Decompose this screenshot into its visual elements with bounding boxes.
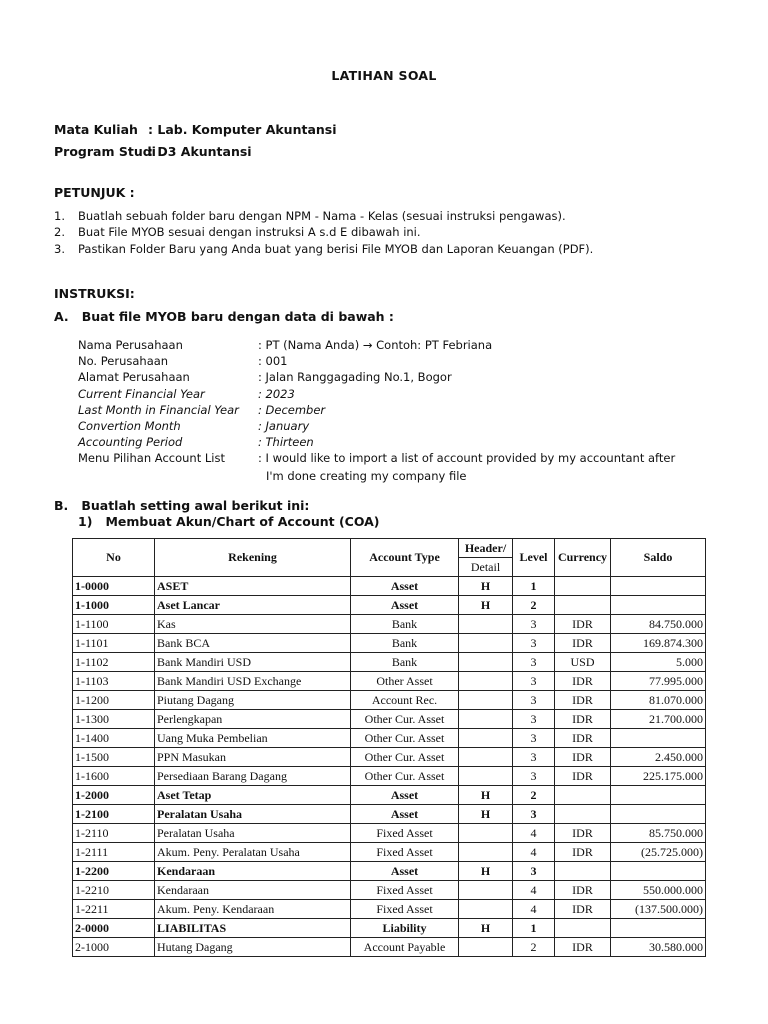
cell-account-type: Other Cur. Asset <box>351 710 459 729</box>
petunjuk-item <box>54 242 593 256</box>
cell-account-type: Other Cur. Asset <box>351 748 459 767</box>
cell-currency: IDR <box>555 729 611 748</box>
table-row <box>73 824 706 843</box>
table-row <box>73 653 706 672</box>
cell-rekening: Akum. Peny. Peralatan Usaha <box>155 843 351 862</box>
cell-header-detail: H <box>459 786 513 805</box>
cell-rekening: Uang Muka Pembelian <box>155 729 351 748</box>
petunjuk-item-text: Pastikan Folder Baru yang Anda buat yang berisi File MYOB dan Laporan Keuangan (PDF). <box>78 242 594 256</box>
petunjuk-item-text: Buatlah sebuah folder baru dengan NPM - Nama - Kelas (sesuai instruksi pengawas). <box>78 209 566 223</box>
cell-rekening: LIABILITAS <box>155 919 351 938</box>
cell-level: 1 <box>513 577 555 596</box>
table-row <box>73 862 706 881</box>
cell-saldo: 30.580.000 <box>611 938 706 957</box>
cell-rekening: ASET <box>155 577 351 596</box>
header-no: No <box>73 539 155 577</box>
cell-currency <box>555 805 611 824</box>
instruksi-heading: INSTRUKSI: <box>54 286 135 301</box>
cell-saldo: 225.175.000 <box>611 767 706 786</box>
table-row <box>73 767 706 786</box>
table-row <box>73 596 706 615</box>
mata-kuliah-row <box>54 122 337 137</box>
company-field-label: Nama Perusahaan <box>78 338 183 352</box>
company-field-label: Accounting Period <box>78 435 183 450</box>
cell-saldo <box>611 596 706 615</box>
cell-rekening: Bank BCA <box>155 634 351 653</box>
cell-saldo <box>611 729 706 748</box>
cell-currency: IDR <box>555 900 611 919</box>
cell-account-type: Fixed Asset <box>351 824 459 843</box>
petunjuk-item-number: 1. <box>54 209 65 223</box>
cell-no: 1-1500 <box>73 748 155 767</box>
cell-account-type: Other Asset <box>351 672 459 691</box>
cell-no: 1-2210 <box>73 881 155 900</box>
cell-rekening: Kendaraan <box>155 881 351 900</box>
cell-level: 4 <box>513 843 555 862</box>
table-row <box>73 786 706 805</box>
cell-currency: IDR <box>555 615 611 634</box>
cell-saldo <box>611 919 706 938</box>
cell-no: 1-1200 <box>73 691 155 710</box>
table-row <box>73 843 706 862</box>
cell-account-type: Fixed Asset <box>351 843 459 862</box>
cell-saldo: 5.000 <box>611 653 706 672</box>
cell-account-type: Liability <box>351 919 459 938</box>
cell-no: 1-2100 <box>73 805 155 824</box>
cell-header-detail <box>459 691 513 710</box>
cell-account-type: Asset <box>351 805 459 824</box>
cell-header-detail: H <box>459 919 513 938</box>
cell-level: 4 <box>513 881 555 900</box>
cell-level: 4 <box>513 824 555 843</box>
cell-rekening: Bank Mandiri USD <box>155 653 351 672</box>
company-field <box>78 354 287 368</box>
cell-rekening: PPN Masukan <box>155 748 351 767</box>
page-title: LATIHAN SOAL <box>331 68 437 83</box>
cell-no: 1-2000 <box>73 786 155 805</box>
company-field-label: No. Perusahaan <box>78 354 169 369</box>
table-row <box>73 577 706 596</box>
cell-saldo: 21.700.000 <box>611 710 706 729</box>
cell-no: 1-1101 <box>73 634 155 653</box>
cell-account-type: Bank <box>351 653 459 672</box>
company-field-value: : 2023 <box>258 386 295 401</box>
cell-currency: IDR <box>555 824 611 843</box>
cell-saldo <box>611 786 706 805</box>
coa-table-body <box>73 577 706 957</box>
cell-rekening: Bank Mandiri USD Exchange <box>155 672 351 691</box>
company-field-value: : PT (Nama Anda) → Contoh: PT Febriana <box>258 338 493 352</box>
header-rekening: Rekening <box>155 539 351 577</box>
table-row <box>73 615 706 634</box>
cell-header-detail <box>459 767 513 786</box>
table-row <box>73 691 706 710</box>
header-level: Level <box>513 539 555 577</box>
cell-saldo: 85.750.000 <box>611 824 706 843</box>
cell-header-detail <box>459 748 513 767</box>
cell-currency: IDR <box>555 634 611 653</box>
company-field <box>78 403 325 417</box>
cell-rekening: Aset Tetap <box>155 786 351 805</box>
cell-no: 1-2111 <box>73 843 155 862</box>
company-field <box>78 338 492 352</box>
cell-account-type: Asset <box>351 786 459 805</box>
cell-rekening: Peralatan Usaha <box>155 805 351 824</box>
cell-saldo: (25.725.000) <box>611 843 706 862</box>
cell-no: 2-0000 <box>73 919 155 938</box>
company-field <box>78 451 675 465</box>
table-row <box>73 805 706 824</box>
program-studi-row <box>54 144 252 159</box>
cell-level: 3 <box>513 691 555 710</box>
company-field-label: Last Month in Financial Year <box>78 402 239 417</box>
cell-rekening: Peralatan Usaha <box>155 824 351 843</box>
table-row <box>73 710 706 729</box>
cell-level: 3 <box>513 615 555 634</box>
cell-account-type: Other Cur. Asset <box>351 767 459 786</box>
cell-no: 2-1000 <box>73 938 155 957</box>
petunjuk-heading: PETUNJUK : <box>54 185 135 200</box>
cell-no: 1-2200 <box>73 862 155 881</box>
cell-currency: IDR <box>555 767 611 786</box>
cell-saldo <box>611 862 706 881</box>
table-row <box>73 919 706 938</box>
table-row <box>73 729 706 748</box>
cell-no: 1-0000 <box>73 577 155 596</box>
field-continuation: I'm done creating my company file <box>266 469 467 483</box>
cell-header-detail <box>459 634 513 653</box>
cell-no: 1-1102 <box>73 653 155 672</box>
cell-header-detail <box>459 900 513 919</box>
company-field-value: : I would like to import a list of account provided by my accountant after <box>258 451 676 466</box>
company-field-value: : January <box>258 419 310 433</box>
company-field <box>78 387 295 401</box>
mata-kuliah-value: : Lab. Komputer Akuntansi <box>148 122 337 137</box>
cell-rekening: Piutang Dagang <box>155 691 351 710</box>
petunjuk-item <box>54 225 421 239</box>
petunjuk-item <box>54 209 566 223</box>
company-field <box>78 419 309 433</box>
cell-account-type: Account Rec. <box>351 691 459 710</box>
company-field <box>78 435 314 449</box>
cell-currency: USD <box>555 653 611 672</box>
cell-currency <box>555 786 611 805</box>
cell-header-detail <box>459 615 513 634</box>
header-account-type: Account Type <box>351 539 459 577</box>
company-field-label: Menu Pilihan Account List <box>78 451 225 466</box>
cell-header-detail: H <box>459 596 513 615</box>
cell-rekening: Perlengkapan <box>155 710 351 729</box>
cell-header-detail: H <box>459 805 513 824</box>
cell-level: 4 <box>513 900 555 919</box>
table-row <box>73 938 706 957</box>
cell-saldo <box>611 577 706 596</box>
table-row <box>73 900 706 919</box>
header-currency: Currency <box>555 539 611 577</box>
cell-no: 1-1300 <box>73 710 155 729</box>
cell-no: 1-2110 <box>73 824 155 843</box>
company-field-value: : 001 <box>258 354 288 369</box>
cell-account-type: Fixed Asset <box>351 900 459 919</box>
cell-saldo: 84.750.000 <box>611 615 706 634</box>
cell-account-type: Asset <box>351 596 459 615</box>
company-field-value: : Jalan Ranggagading No.1, Bogor <box>258 370 452 385</box>
cell-header-detail <box>459 710 513 729</box>
program-studi-value: : D3 Akuntansi <box>148 144 252 159</box>
cell-no: 1-1400 <box>73 729 155 748</box>
cell-header-detail <box>459 672 513 691</box>
cell-rekening: Aset Lancar <box>155 596 351 615</box>
cell-level: 3 <box>513 767 555 786</box>
cell-account-type: Asset <box>351 577 459 596</box>
cell-saldo: (137.500.000) <box>611 900 706 919</box>
cell-no: 1-1000 <box>73 596 155 615</box>
cell-currency: IDR <box>555 881 611 900</box>
cell-header-detail <box>459 843 513 862</box>
cell-no: 1-1103 <box>73 672 155 691</box>
cell-rekening: Kas <box>155 615 351 634</box>
table-row <box>73 748 706 767</box>
cell-no: 1-2211 <box>73 900 155 919</box>
cell-level: 2 <box>513 938 555 957</box>
table-row <box>73 634 706 653</box>
cell-level: 3 <box>513 672 555 691</box>
cell-level: 2 <box>513 786 555 805</box>
cell-account-type: Account Payable <box>351 938 459 957</box>
header-header-detail-top: Header/ <box>459 539 513 558</box>
cell-currency: IDR <box>555 672 611 691</box>
company-field-label: Alamat Perusahaan <box>78 370 190 385</box>
company-field-label: Current Financial Year <box>78 386 205 401</box>
cell-account-type: Other Cur. Asset <box>351 729 459 748</box>
cell-currency: IDR <box>555 938 611 957</box>
cell-header-detail <box>459 938 513 957</box>
cell-currency <box>555 596 611 615</box>
section-b-title: B. Buatlah setting awal berikut ini: <box>54 498 310 513</box>
petunjuk-item-number: 2. <box>54 225 65 239</box>
cell-saldo: 81.070.000 <box>611 691 706 710</box>
cell-account-type: Bank <box>351 615 459 634</box>
cell-level: 3 <box>513 805 555 824</box>
cell-saldo: 550.000.000 <box>611 881 706 900</box>
cell-account-type: Fixed Asset <box>351 881 459 900</box>
company-field-value: : Thirteen <box>258 435 314 450</box>
petunjuk-item-number: 3. <box>54 242 65 256</box>
cell-header-detail <box>459 824 513 843</box>
company-field <box>78 370 452 384</box>
cell-rekening: Persediaan Barang Dagang <box>155 767 351 786</box>
mata-kuliah-label: Mata Kuliah <box>54 122 138 137</box>
cell-currency: IDR <box>555 748 611 767</box>
cell-header-detail <box>459 729 513 748</box>
cell-level: 3 <box>513 710 555 729</box>
cell-rekening: Akum. Peny. Kendaraan <box>155 900 351 919</box>
petunjuk-item-text: Buat File MYOB sesuai dengan instruksi A s.d E dibawah ini. <box>78 225 421 239</box>
cell-account-type: Asset <box>351 862 459 881</box>
cell-level: 1 <box>513 919 555 938</box>
header-saldo: Saldo <box>611 539 706 577</box>
header-header-detail-bottom: Detail <box>459 558 513 577</box>
coa-table <box>72 538 706 957</box>
cell-level: 3 <box>513 729 555 748</box>
section-b-subtitle: 1) Membuat Akun/Chart of Account (COA) <box>78 514 380 529</box>
cell-level: 2 <box>513 596 555 615</box>
cell-saldo <box>611 805 706 824</box>
cell-level: 3 <box>513 634 555 653</box>
cell-saldo: 77.995.000 <box>611 672 706 691</box>
cell-header-detail <box>459 881 513 900</box>
cell-account-type: Bank <box>351 634 459 653</box>
cell-no: 1-1600 <box>73 767 155 786</box>
cell-currency: IDR <box>555 843 611 862</box>
cell-saldo: 169.874.300 <box>611 634 706 653</box>
table-row <box>73 672 706 691</box>
cell-header-detail <box>459 653 513 672</box>
cell-level: 3 <box>513 748 555 767</box>
cell-no: 1-1100 <box>73 615 155 634</box>
cell-level: 3 <box>513 862 555 881</box>
company-field-label: Convertion Month <box>78 419 181 433</box>
table-row <box>73 881 706 900</box>
cell-currency <box>555 862 611 881</box>
cell-rekening: Hutang Dagang <box>155 938 351 957</box>
cell-header-detail: H <box>459 862 513 881</box>
cell-rekening: Kendaraan <box>155 862 351 881</box>
section-a-title: A. Buat file MYOB baru dengan data di bawah : <box>54 309 394 324</box>
company-field-value: : December <box>258 402 326 417</box>
cell-currency <box>555 919 611 938</box>
cell-currency <box>555 577 611 596</box>
cell-currency: IDR <box>555 691 611 710</box>
cell-saldo: 2.450.000 <box>611 748 706 767</box>
program-studi-label: Program Studi <box>54 144 156 159</box>
cell-currency: IDR <box>555 710 611 729</box>
cell-header-detail: H <box>459 577 513 596</box>
cell-level: 3 <box>513 653 555 672</box>
